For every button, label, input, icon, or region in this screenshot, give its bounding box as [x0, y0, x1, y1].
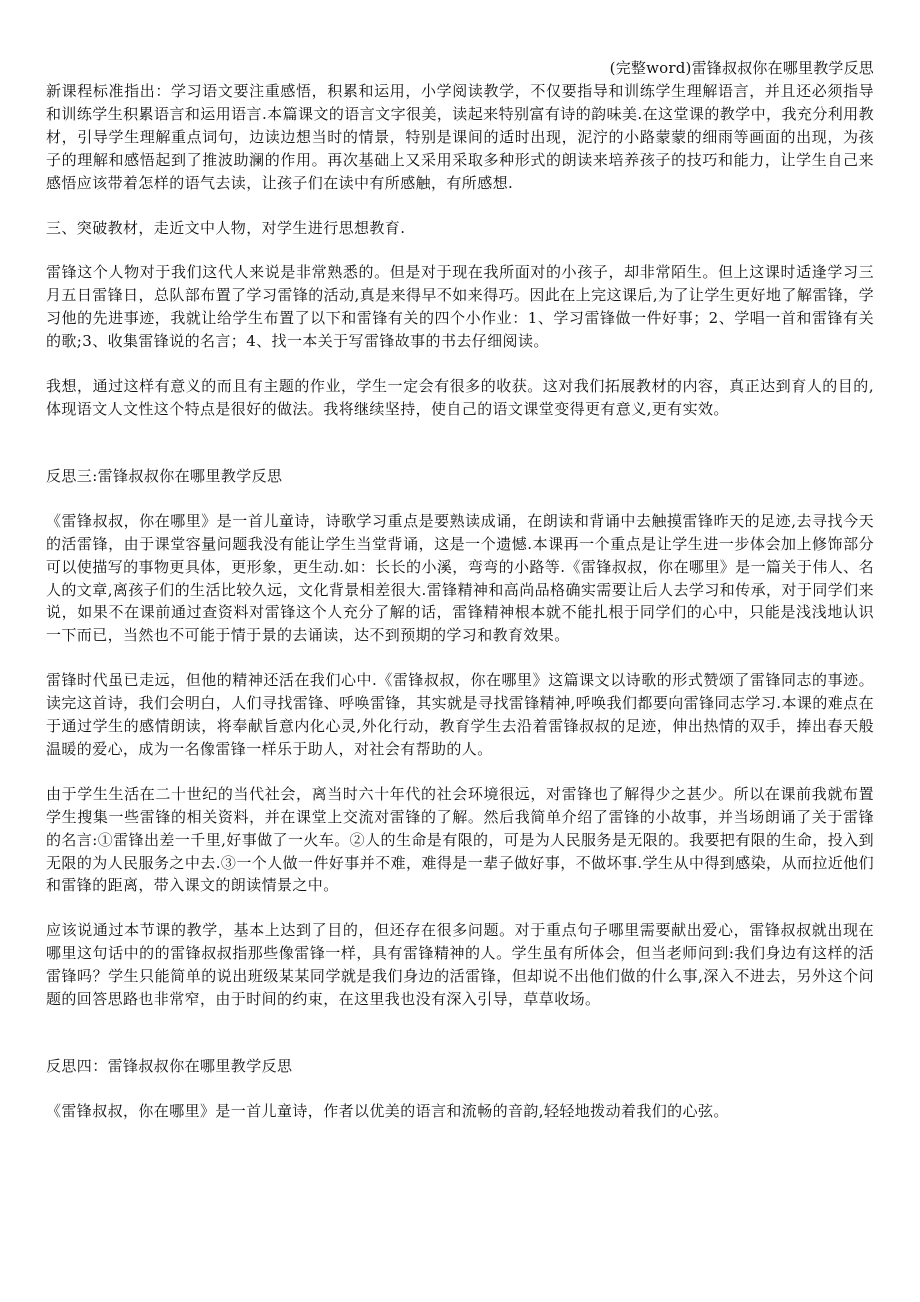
reflection-three-heading: 反思三:雷锋叔叔你在哪里教学反思: [46, 466, 283, 485]
spacer: [46, 1033, 874, 1055]
paragraph-poem-intro: 《雷锋叔叔，你在哪里》是一首儿童诗，作者以优美的语言和流畅的音韵,轻轻地拨动着我们的心弦。: [46, 1101, 729, 1120]
spacer: [46, 443, 874, 465]
section-heading-three: 三、突破教材，走近文中人物，对学生进行思想教育.: [46, 218, 406, 237]
document-body: [46, 80, 874, 1145]
paragraph-leifeng-homework: 雷锋这个人物对于我们这代人来说是非常熟悉的。但是对于现在我所面对的小孩子，却非常陌生。但上这课时适逢学习三月五日雷锋日，总队部布置了学习雷锋的活动,真是来得早不如来得巧。因此在上完这课后,为了让学生更好地了解雷锋，学习他的先进事迹，我就让给学生布置了以下和雷锋有关的四个小作业：1、学习雷锋做一件好事；2、学唱一首和雷锋有关的歌;3、收集雷锋说的名言；4、找一本关于写雷锋故事的书去仔细阅读。: [46, 263, 874, 351]
paragraph-meaningful-homework: 我想，通过这样有意义的而且有主题的作业，学生一定会有很多的收获。这对我们拓展教材的内容，真正达到育人的目的,体现语文人文性这个特点是很好的做法。我将继续坚持，使自己的语文课堂变得更有意义,更有实效。: [46, 377, 874, 418]
paragraph-lesson-summary: 应该说通过本节课的教学，基本上达到了目的，但还存在很多问题。对于重点句子哪里需要献出爱心，雷锋叔叔就出现在哪里这句话中的的雷锋叔叔指那些像雷锋一样，具有雷锋精神的人。学生虽有所体会，但当老师问到:我们身边有这样的活雷锋吗？学生只能简单的说出班级某某同学就是我们身边的活雷锋，但却说不出他们做的什么事,深入不进去，另外这个问题的回答思路也非常窄，由于时间的约束，在这里我也没有深入引导，草草收场。: [46, 921, 874, 1009]
reflection-four-heading: 反思四：雷锋叔叔你在哪里教学反思: [46, 1057, 293, 1075]
paragraph-leifeng-quotes: 由于学生生活在二十世纪的当代社会，离当时六十年代的社会环境很远，对雷锋也了解得少之甚少。所以在课前我就布置学生搜集一些雷锋的相关资料，并在课堂上交流对雷锋的了解。然后我简单介绍了雷锋的小故事，并当场朗诵了关于雷锋的名言:①雷锋出差一千里,好事做了一火车。②人的生命是有限的，可是为人民服务是无限的。我要把有限的生命，投入到无限的为人民服务之中去.③一个人做一件好事并不难，难得是一辈子做好事，不做坏事.学生从中得到感染，从而拉近他们和雷锋的距离，带入课文的朗读情景之中。: [46, 784, 874, 895]
document-header-title: (完整word)雷锋叔叔你在哪里教学反思: [609, 59, 874, 77]
paragraph-children-poem: 《雷锋叔叔，你在哪里》是一首儿童诗，诗歌学习重点是要熟读成诵，在朗读和背诵中去触摸雷锋昨天的足迹,去寻找今天的活雷锋，由于课堂容量问题我没有能让学生当堂背诵，这是一个遗憾.本课再一个重点是让学生进一步体会加上修饰部分可以使描写的事物更具体，更形象，更生动.如：长长的小溪，弯弯的小路等.《雷锋叔叔，你在哪里》是一篇关于伟人、名人的文章,离孩子们的生活比较久远，文化背景相差很大.雷锋精神和高尚品格确实需要让后人去学习和传承，对于同学们来说，如果不在课前通过查资料对雷锋这个人充分了解的话，雷锋精神根本就不能扎根于同学们的心中，只能是浅浅地认识一下而已，当然也不可能于情于景的去诵读，达不到预期的学习和教育效果。: [46, 511, 874, 645]
paragraph-course-standard: 新课程标准指出：学习语文要注重感悟，积累和运用，小学阅读教学，不仅要指导和训练学生理解语言，并且还必须指导和训练学生积累语言和运用语言.本篇课文的语言文字很美，读起来特别富有诗的韵味美.在这堂课的教学中，我充分利用教材，引导学生理解重点词句，边读边想当时的情景，特别是课间的适时出现，泥泞的小路蒙蒙的细雨等画面的出现，为孩子的理解和感悟起到了推波助澜的作用。再次基础上又采用采取多种形式的朗读来培养孩子的技巧和能力，让学生自己来感悟应该带着怎样的语气去读，让孩子们在读中有所感触，有所感想.: [46, 82, 874, 192]
paragraph-leifeng-spirit: 雷锋时代虽已走远，但他的精神还活在我们心中.《雷锋叔叔，你在哪里》这篇课文以诗歌的形式赞颂了雷锋同志的事迹。读完这首诗，我们会明白，人们寻找雷锋、呼唤雷锋，其实就是寻找雷锋精神,呼唤我们都要向雷锋同志学习.本课的难点在于通过学生的感情朗读，将奉献旨意内化心灵,外化行动，教育学生去沿着雷锋叔叔的足迹，伸出热情的双手，捧出春天般温暖的爱心，成为一名像雷锋一样乐于助人，对社会有帮助的人。: [46, 671, 874, 758]
